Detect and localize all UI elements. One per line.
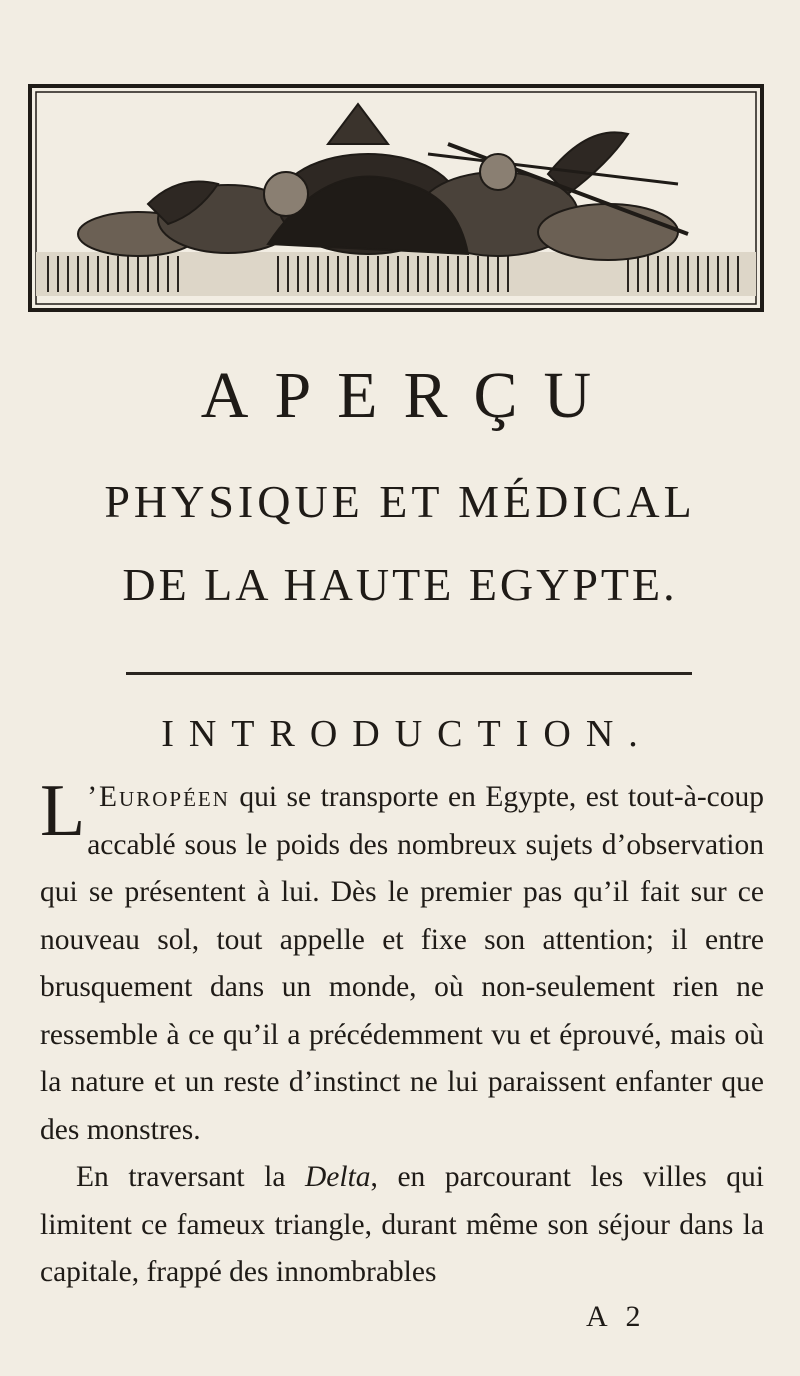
paragraph-2-rest: , en parcourant les villes qui limitent ce fameux triangle, durant même son séjour dans la capitale, frappé des innombrables <box>40 1161 764 1288</box>
horizontal-rule <box>126 672 692 675</box>
title-subtitle-2: DE LA HAUTE EGYPTE. <box>122 559 678 610</box>
drop-cap: L <box>40 770 86 852</box>
engraved-headpiece-icon <box>28 84 764 312</box>
paragraph-1 <box>40 770 764 1154</box>
title-subtitle: PHYSIQUE ET MÉDICAL <box>104 476 696 527</box>
body-text <box>40 770 764 1297</box>
signature-mark: A 2 <box>586 1300 647 1333</box>
paragraph-2-italic: Delta <box>305 1161 371 1193</box>
paragraph-1-text: qui se transporte en Egypte, est tout-à-coup accablé sous le poids des nombreux sujets d’observation qui se présentent à lui. Dès le premier pas qu’il fait sur ce nouveau sol, tout appelle et fixe son attention; il entre brusquement dans un monde, où non-seulement rien ne ressemble à ce qu’il a précédemment vu et éprouvé, mais où la nature et un reste d’instinct ne lui paraissent enfanter que des monstres. <box>40 781 764 1146</box>
section-heading: INTRODUCTION. <box>161 713 653 755</box>
paragraph-2 <box>40 1154 764 1297</box>
lead-word: ’Européen <box>87 781 230 813</box>
title-main: APERÇU <box>200 359 618 432</box>
paragraph-2-start: En traversant la <box>76 1161 305 1193</box>
